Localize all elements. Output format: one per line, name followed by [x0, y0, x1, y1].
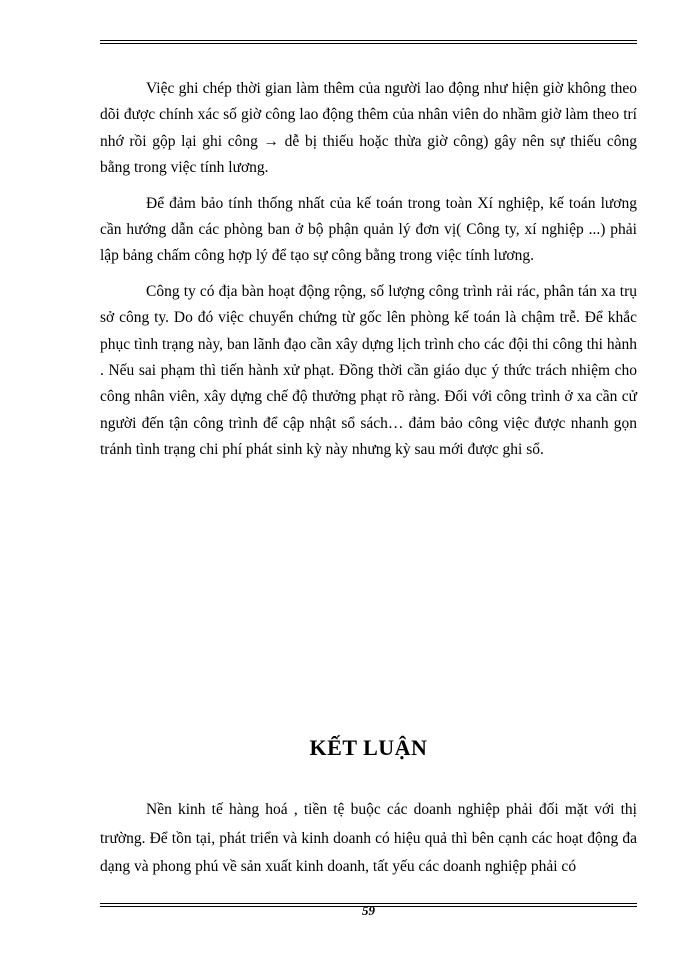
paragraph-document-transfer: Công ty có địa bàn hoạt động rộng, số lượng công trình rải rác, phân tán xa trụ sở công ty. Do đó việc chuyển chứng từ gốc lên phòng kế toán là chậm trễ. Để khắc phục tình trạng này, ban lãnh đạo cần xây dựng lịch trình cho các đội thi công thi hành . Nếu sai phạm thì tiến hành xử phạt. Đồng thời cần giáo dục ý thức trách nhiệm cho công nhân viên, xây dựng chế độ thưởng phạt rõ ràng. Đối với công trình ở xa cần cử người đến tận công trình để cập nhật sổ sách… đảm bảo công việc được nhanh gọn tránh tình trạng chi phí phát sinh kỳ này nhưng kỳ sau mới được ghi sổ.	[100, 282, 637, 459]
conclusion-heading: KẾT LUẬN	[309, 735, 428, 760]
paragraph-attendance-sheet: Để đảm bảo tính thống nhất của kế toán trong toàn Xí nghiệp, kế toán lương cần hướng dẫn các phòng ban ở bộ phận quản lý đơn vị( Công ty, xí nghiệp ...) phải lập bảng chấm công hợp lý để tạo sự công bằng trong việc tính lương.	[100, 194, 637, 265]
header-rule	[100, 40, 637, 44]
paragraph-overtime-recording: Việc ghi chép thời gian làm thêm của người lao động như hiện giờ không theo dõi được chính xác số giờ công lao động thêm của nhân viên do nhầm giờ làm theo trí nhớ rồi gộp lại ghi công → dễ bị thiếu hoặc thừa giờ công) gây nên sự thiếu công bằng trong việc tính lương.	[100, 80, 637, 177]
conclusion-paragraph: Nền kinh tế hàng hoá , tiền tệ buộc các doanh nghiệp phải đối mặt với thị trường. Để tồn tại, phát triển và kinh doanh có hiệu quả thì bên cạnh các hoạt động đa dạng và phong phú về sản xuất kinh doanh, tất yếu các doanh nghiệp phải có	[100, 801, 637, 875]
page-number: 59	[362, 903, 375, 918]
body-section	[100, 76, 637, 473]
conclusion-section	[100, 796, 637, 882]
